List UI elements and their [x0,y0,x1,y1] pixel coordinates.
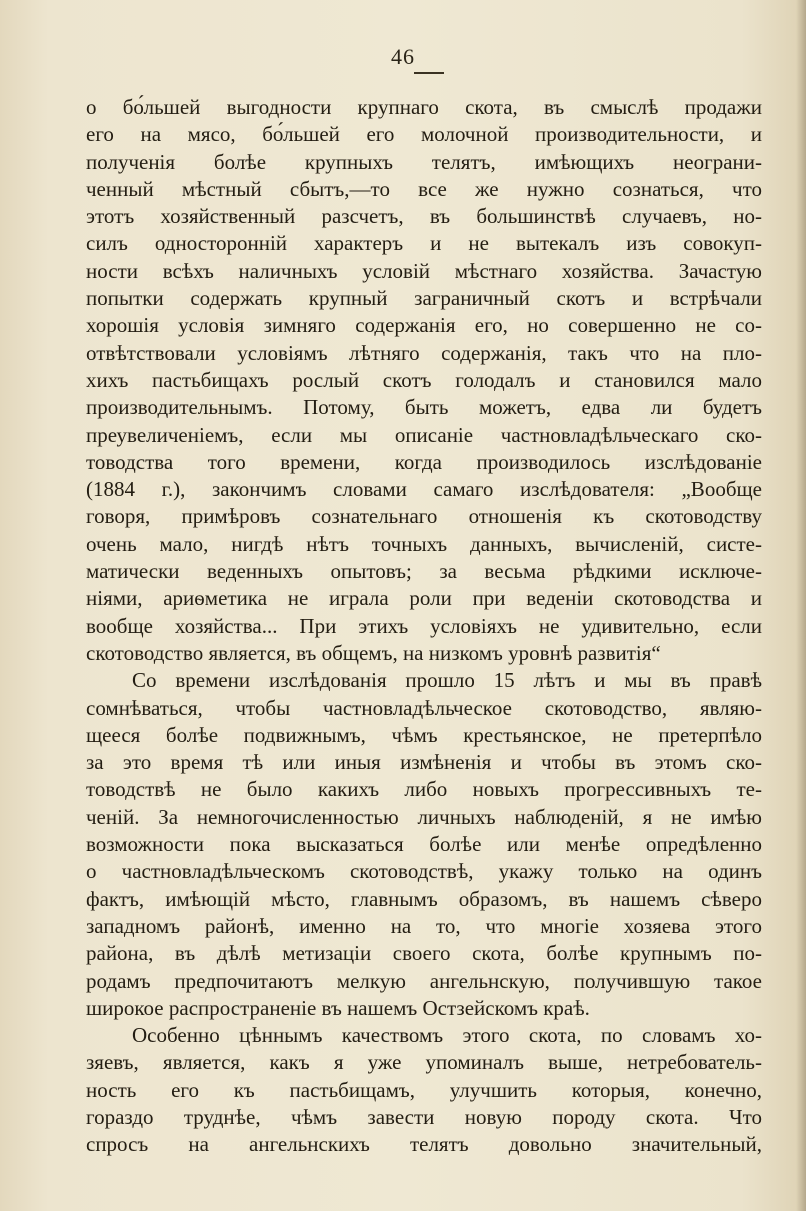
text-line: сомнѣваться, чтобы частновладѣльческое скотоводство, являю- [86,695,762,720]
text-line: родамъ предпочитаютъ мелкую ангельнскую, получившую такое [86,968,762,993]
text-line: производительнымъ. Потому, быть можетъ, едва ли будетъ [86,395,762,420]
text-line: этотъ хозяйственный разсчетъ, въ большинствѣ случаевъ, но- [86,204,762,229]
body-text [86,94,762,1159]
text-line: матически веденныхъ опытовъ; за весьма рѣдкими исключе- [86,559,762,584]
text-line: за это время тѣ или иныя измѣненія и чтобы въ этомъ ско- [86,750,762,775]
text-line: района, въ дѣлѣ метизаціи своего скота, болѣе крупнымъ по- [86,941,762,966]
text-line: о частновладѣльческомъ скотоводствѣ, укажу только на одинъ [86,859,762,884]
page-edge-shadow [796,0,806,1211]
text-line: о бо́льшей выгодности крупнаго скота, въ смыслѣ продажи [86,95,762,119]
text-line: преувеличеніемъ, если мы описаніе частновладѣльческаго ско- [86,422,762,447]
text-line: зяевъ, является, какъ я уже упоминалъ выше, нетребователь- [86,1050,762,1075]
text-line: вообще хозяйства... При этихъ условіяхъ не удивительно, если [86,613,762,638]
text-line: ніями, ариѳметика не играла роли при веденіи скотоводства и [86,586,762,611]
text-line: фактъ, имѣющій мѣсто, главнымъ образомъ, въ нашемъ сѣверо [86,886,762,911]
text-line: отвѣтствовали условіямъ лѣтняго содержанія, такъ что на пло- [86,340,762,365]
text-line: хорошія условія зимняго содержанія его, но совершенно не со- [86,313,762,338]
text-line: ченій. За немногочисленностью личныхъ наблюденій, я не имѣю [86,804,762,829]
text-line: западномъ районѣ, именно на то, что многіе хозяева этого [86,913,762,938]
text-line: широкое распространеніе въ нашемъ Остзейскомъ краѣ. [86,995,590,1020]
text-line: Особенно цѣннымъ качествомъ этого скота, по словамъ хо- [132,1023,762,1048]
text-line: спросъ на ангельнскихъ телятъ довольно значительный, [86,1132,762,1157]
text-line: скотоводство является, въ общемъ, на низкомъ уровнѣ развитія“ [86,640,661,665]
text-line: возможности пока высказаться болѣе или менѣе опредѣленно [86,832,762,857]
page-number: 46 [391,44,415,69]
text-line: товодства того времени, когда производилось изслѣдованіе [86,449,762,474]
text-line: Со времени изслѣдованія прошло 15 лѣтъ и мы въ правѣ [132,668,762,693]
text-line: ность его къ пастьбищамъ, улучшить которыя, конечно, [86,1077,762,1102]
text-line: говоря, примѣровъ сознательнаго отношенія къ скотоводству [86,504,762,529]
text-line: его на мясо, бо́льшей его молочной производительности, и [86,122,762,147]
text-line: товодствѣ не было какихъ либо новыхъ прогрессивныхъ те- [86,777,762,802]
text-line: очень мало, нигдѣ нѣтъ точныхъ данныхъ, вычисленій, систе- [86,531,762,556]
text-line: хихъ пастьбищахъ рослый скотъ голодалъ и становился мало [86,367,762,392]
text-line: щееся болѣе подвижнымъ, чѣмъ крестьянское, не претерпѣло [86,722,762,747]
text-line: ности всѣхъ наличныхъ условій мѣстнаго хозяйства. Зачастую [86,258,762,283]
page-number-underline [414,72,444,74]
text-line: (1884 г.), закончимъ словами самаго изслѣдователя: „Вообще [86,477,762,502]
text-line: ченный мѣстный сбытъ,—то все же нужно сознаться, что [86,176,762,201]
text-line: полученія болѣе крупныхъ телятъ, имѣющихъ неограни- [86,149,762,174]
text-line: попытки содержать крупный заграничный скотъ и встрѣчали [86,286,762,311]
text-line: силъ односторонній характеръ и не вытекалъ изъ совокуп- [86,231,762,256]
text-line: гораздо труднѣе, чѣмъ завести новую породу скота. Что [86,1104,762,1129]
